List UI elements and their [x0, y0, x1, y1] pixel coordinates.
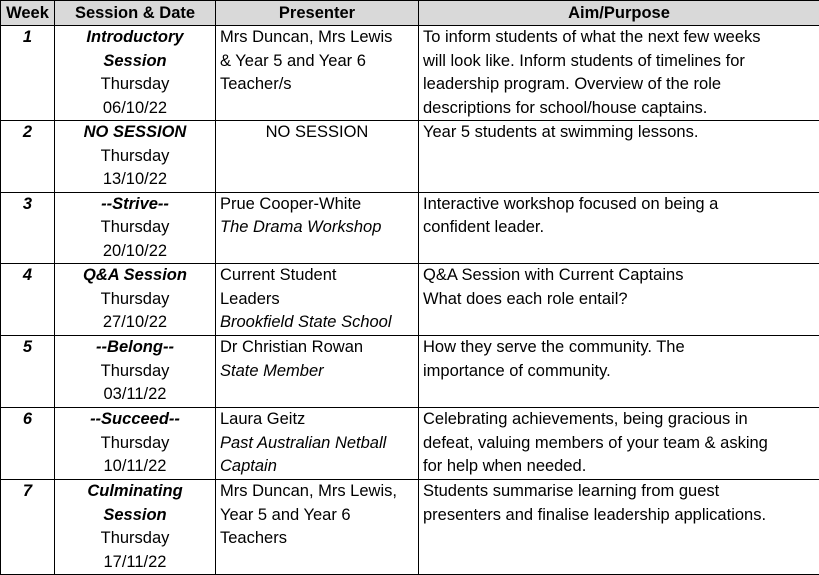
- week-number: 5: [1, 336, 55, 408]
- presenter-name: NO SESSION: [220, 121, 414, 145]
- session-cell: [55, 121, 216, 193]
- aim-cell: [419, 480, 819, 575]
- aim-text: defeat, valuing members of your team & asking: [423, 432, 815, 456]
- week-number: 1: [1, 26, 55, 121]
- aim-text: for help when needed.: [423, 455, 815, 479]
- aim-text: How they serve the community. The: [423, 336, 815, 360]
- session-date: 20/10/22: [59, 240, 211, 264]
- week-number: 4: [1, 264, 55, 336]
- session-date: 13/10/22: [59, 168, 211, 192]
- table-row: [1, 336, 819, 408]
- presenter-name: & Year 5 and Year 6: [220, 50, 414, 74]
- aim-text: descriptions for school/house captains.: [423, 97, 815, 121]
- session-day: Thursday: [59, 527, 211, 551]
- session-day: Thursday: [59, 216, 211, 240]
- presenter-name: Year 5 and Year 6: [220, 504, 414, 528]
- presenter-organisation: Brookfield State School: [220, 311, 414, 335]
- session-name: Session: [59, 504, 211, 528]
- session-cell: [55, 480, 216, 575]
- header-presenter: Presenter: [216, 1, 419, 26]
- aim-text: presenters and finalise leadership applications.: [423, 504, 815, 528]
- presenter-name: Teacher/s: [220, 73, 414, 97]
- presenter-name: Laura Geitz: [220, 408, 414, 432]
- presenter-title: Past Australian Netball: [220, 432, 414, 456]
- aim-text: confident leader.: [423, 216, 815, 240]
- session-cell: [55, 264, 216, 336]
- aim-text: Celebrating achievements, being gracious in: [423, 408, 815, 432]
- table-row: [1, 121, 819, 193]
- aim-cell: [419, 336, 819, 408]
- table-row: [1, 192, 819, 264]
- presenter-cell: [216, 264, 419, 336]
- aim-text: What does each role entail?: [423, 288, 815, 312]
- session-name: Q&A Session: [59, 264, 211, 288]
- week-number: 3: [1, 192, 55, 264]
- aim-text: To inform students of what the next few weeks: [423, 26, 815, 50]
- session-cell: [55, 26, 216, 121]
- aim-text: Students summarise learning from guest: [423, 480, 815, 504]
- aim-cell: [419, 26, 819, 121]
- presenter-cell: [216, 480, 419, 575]
- session-name: Introductory: [59, 26, 211, 50]
- aim-cell: [419, 264, 819, 336]
- presenter-title: Captain: [220, 455, 414, 479]
- presenter-name: Dr Christian Rowan: [220, 336, 414, 360]
- presenter-cell: [216, 26, 419, 121]
- header-session-date: Session & Date: [55, 1, 216, 26]
- session-day: Thursday: [59, 288, 211, 312]
- session-date: 17/11/22: [59, 551, 211, 575]
- session-day: Thursday: [59, 432, 211, 456]
- header-row: [1, 1, 819, 26]
- week-number: 6: [1, 408, 55, 480]
- presenter-name: Teachers: [220, 527, 414, 551]
- session-name: --Strive--: [59, 193, 211, 217]
- table-row: [1, 26, 819, 121]
- session-date: 10/11/22: [59, 455, 211, 479]
- session-day: Thursday: [59, 360, 211, 384]
- week-number: 7: [1, 480, 55, 575]
- table-row: [1, 264, 819, 336]
- table-row: [1, 408, 819, 480]
- presenter-cell: [216, 408, 419, 480]
- aim-text: Interactive workshop focused on being a: [423, 193, 815, 217]
- session-date: 27/10/22: [59, 311, 211, 335]
- aim-text: leadership program. Overview of the role: [423, 73, 815, 97]
- aim-text: importance of community.: [423, 360, 815, 384]
- session-day: Thursday: [59, 73, 211, 97]
- aim-cell: [419, 192, 819, 264]
- aim-cell: [419, 408, 819, 480]
- session-name: --Belong--: [59, 336, 211, 360]
- presenter-name: Leaders: [220, 288, 414, 312]
- session-name: --Succeed--: [59, 408, 211, 432]
- session-cell: [55, 336, 216, 408]
- aim-text: Year 5 students at swimming lessons.: [423, 121, 815, 145]
- session-name: Session: [59, 50, 211, 74]
- table-row: [1, 480, 819, 575]
- week-number: 2: [1, 121, 55, 193]
- presenter-name: Mrs Duncan, Mrs Lewis,: [220, 480, 414, 504]
- presenter-name: Current Student: [220, 264, 414, 288]
- session-name: Culminating: [59, 480, 211, 504]
- header-week: Week: [1, 1, 55, 26]
- presenter-title: State Member: [220, 360, 414, 384]
- presenter-cell: [216, 336, 419, 408]
- presenter-cell: [216, 192, 419, 264]
- session-day: Thursday: [59, 145, 211, 169]
- aim-text: Q&A Session with Current Captains: [423, 264, 815, 288]
- header-aim-purpose: Aim/Purpose: [419, 1, 819, 26]
- session-cell: [55, 408, 216, 480]
- presenter-name: Prue Cooper-White: [220, 193, 414, 217]
- presenter-cell: [216, 121, 419, 193]
- session-name: NO SESSION: [59, 121, 211, 145]
- session-cell: [55, 192, 216, 264]
- aim-cell: [419, 121, 819, 193]
- presenter-name: Mrs Duncan, Mrs Lewis: [220, 26, 414, 50]
- session-date: 03/11/22: [59, 383, 211, 407]
- aim-text: will look like. Inform students of timelines for: [423, 50, 815, 74]
- presenter-organisation: The Drama Workshop: [220, 216, 414, 240]
- session-date: 06/10/22: [59, 97, 211, 121]
